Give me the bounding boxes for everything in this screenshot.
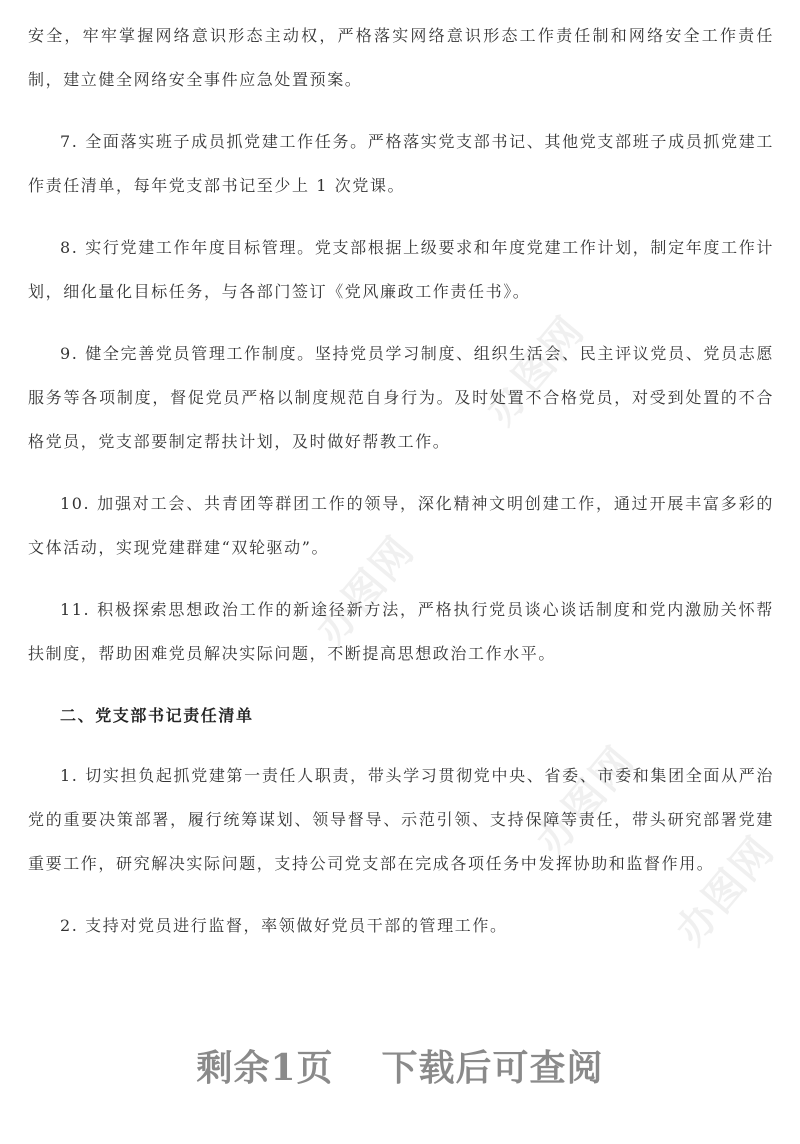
watermark: 办图网: [477, 307, 594, 434]
paragraph-item-10: 10. 加强对工会、共青团等群团工作的领导，深化精神文明创建工作，通过开展丰富多彩的文体活动，实现党建群建“双轮驱动”。: [28, 494, 774, 557]
download-hint-label: 下载后可查阅: [381, 1047, 604, 1089]
download-banner[interactable]: [0, 1040, 800, 1091]
document-body: [28, 14, 774, 966]
section-heading: 二、党支部书记责任清单: [60, 706, 254, 725]
watermark: 办图网: [527, 737, 644, 864]
paragraph-item-8: 8. 实行党建工作年度目标管理。党支部根据上级要求和年度党建工作计划，制定年度工作计划，细化量化目标任务，与各部门签订《党风廉政工作责任书》。: [28, 238, 774, 301]
paragraph-item-9: 9. 健全完善党员管理工作制度。坚持党员学习制度、组织生活会、民主评议党员、党员志愿服务等各项制度，督促党员严格以制度规范自身行为。及时处置不合格党员，对受到处置的不合格党员，党支部要制定帮扶计划，及时做好帮教工作。: [28, 344, 774, 451]
watermark: 办图网: [307, 527, 424, 654]
section-paragraph-1: 1. 切实担负起抓党建第一责任人职责，带头学习贯彻党中央、省委、市委和集团全面从严治党的重要决策部署，履行统筹谋划、领导督导、示范引领、支持保障等责任，带头研究部署党建重要工作，研究解决实际问题，支持公司党支部在完成各项任务中发挥协助和监督作用。: [28, 766, 774, 873]
paragraph-continued: 安全，牢牢掌握网络意识形态主动权，严格落实网络意识形态工作责任制和网络安全工作责任制，建立健全网络安全事件应急处置预案。: [28, 26, 774, 89]
watermark: 办图网: [667, 827, 784, 954]
paragraph-item-11: 11. 积极探索思想政治工作的新途径新方法，严格执行党员谈心谈话制度和党内激励关怀帮扶制度，帮助困难党员解决实际问题，不断提高思想政治工作水平。: [28, 600, 774, 663]
paragraph-item-7: 7. 全面落实班子成员抓党建工作任务。严格落实党支部书记、其他党支部班子成员抓党建工作责任清单，每年党支部书记至少上 1 次党课。: [28, 132, 774, 195]
section-paragraph-2: 2. 支持对党员进行监督，率领做好党员干部的管理工作。: [60, 916, 508, 935]
remaining-pages-label: 剩余1页: [196, 1047, 334, 1089]
